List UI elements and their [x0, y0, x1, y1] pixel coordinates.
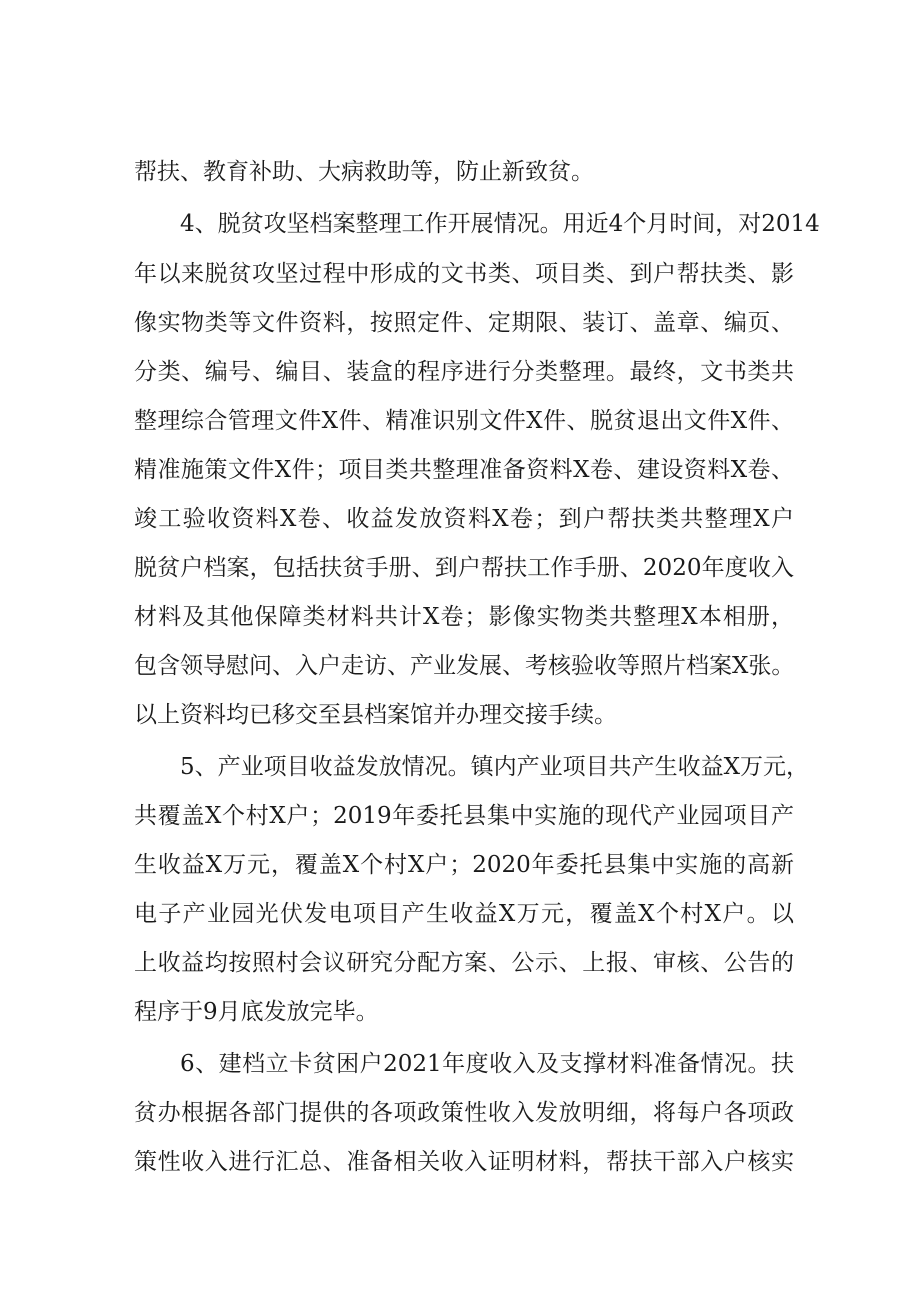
text-line: 贫办根据各部门提供的各项政策性收入发放明细，将每户各项政 [134, 1100, 794, 1126]
text-line: 精准施策文件X件；项目类共整理准备资料X卷、建设资料X卷、 [134, 457, 794, 483]
text-line: 包含领导慰问、入户走访、产业发展、考核验收等照片档案X张。 [134, 653, 795, 679]
text-line: 策性收入进行汇总、准备相关收入证明材料，帮扶干部入户核实 [134, 1149, 794, 1175]
text-line: 脱贫户档案，包括扶贫手册、到户帮扶工作手册、2020年度收入 [134, 555, 794, 581]
text-line: 以上资料均已移交至县档案馆并办理交接手续。 [134, 702, 617, 728]
paragraph-6-heading-line: 6、建档立卡贫困户2021年度收入及支撑材料准备情况。扶 [180, 1051, 794, 1077]
text-line: 共覆盖X个村X户；2019年委托县集中实施的现代产业园项目产 [134, 803, 794, 829]
text-line: 材料及其他保障类材料共计X卷；影像实物类共整理X本相册， [134, 604, 794, 630]
text-line: 电子产业园光伏发电项目产生收益X万元，覆盖X个村X户。以 [134, 901, 794, 927]
text-line: 帮扶、教育补助、大病救助等，防止新致贫。 [134, 159, 594, 185]
paragraph-5-heading-line: 5、产业项目收益发放情况。镇内产业项目共产生收益X万元， [180, 754, 810, 780]
text-line: 竣工验收资料X卷、收益发放资料X卷；到户帮扶类共整理X户 [134, 506, 794, 532]
text-line: 年以来脱贫攻坚过程中形成的文书类、项目类、到户帮扶类、影 [134, 261, 794, 287]
text-line: 生收益X万元，覆盖X个村X户；2020年委托县集中实施的高新 [134, 852, 794, 878]
text-line: 程序于9月底发放完毕。 [134, 999, 379, 1025]
text-line: 分类、编号、编目、装盒的程序进行分类整理。最终，文书类共 [134, 359, 794, 385]
paragraph-4-heading-line: 4、脱贫攻坚档案整理工作开展情况。用近4个月时间，对2014 [180, 211, 820, 237]
text-line: 像实物类等文件资料，按照定件、定期限、装订、盖章、编页、 [134, 310, 794, 336]
text-line: 上收益均按照村会议研究分配方案、公示、上报、审核、公告的 [134, 950, 794, 976]
text-line: 整理综合管理文件X件、精准识别文件X件、脱贫退出文件X件、 [134, 408, 794, 434]
